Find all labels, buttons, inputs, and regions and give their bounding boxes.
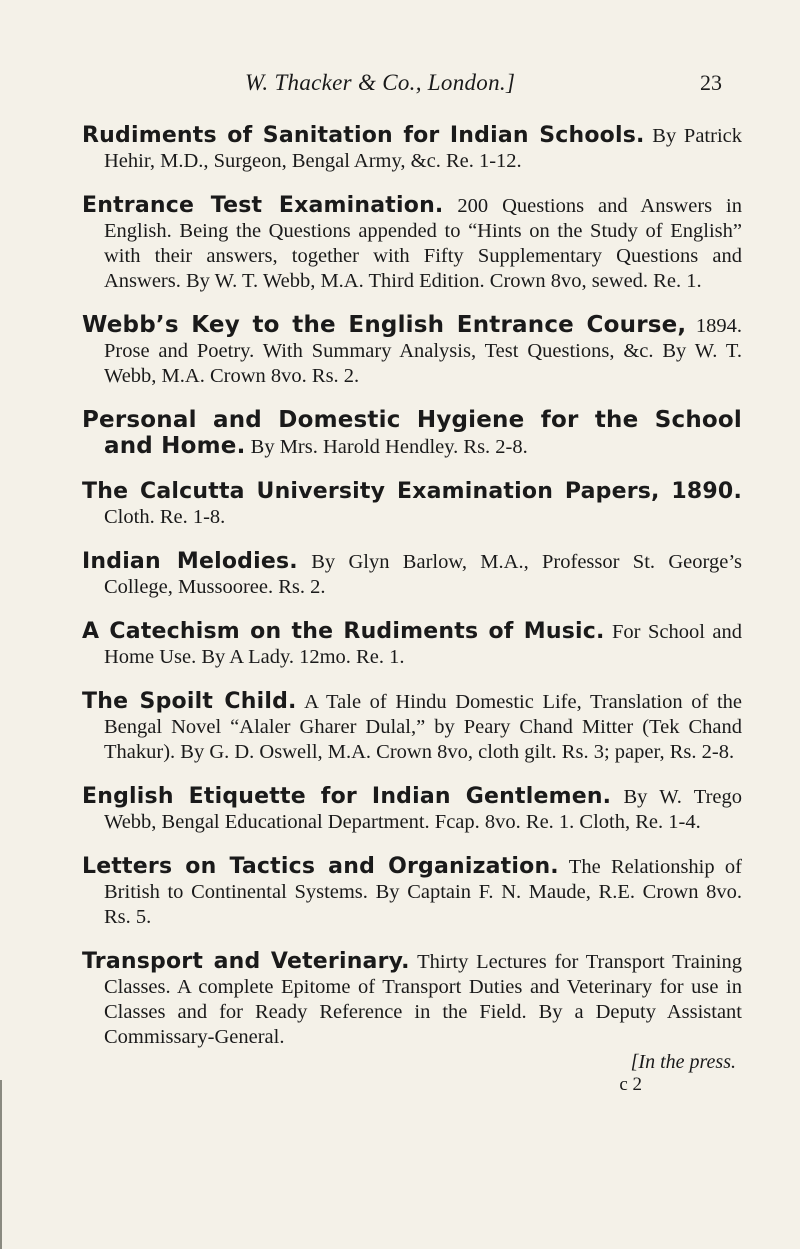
page-edge-line — [0, 1080, 2, 1249]
in-press-note: [In the press. — [630, 1051, 736, 1073]
entry-title: Letters on Tactics and Organization. — [82, 854, 559, 879]
entry-description: For School and Home Use. By A Lady. 12mo. Re. 1. — [104, 621, 742, 668]
catalogue-entry — [82, 193, 742, 294]
entry-title: The Calcutta University Examination Papers, 1890. — [82, 479, 742, 504]
catalogue-entry — [82, 313, 742, 389]
entry-title: The Spoilt Child. — [82, 689, 297, 714]
entry-description: By Mrs. Harold Hendley. Rs. 2-8. — [245, 436, 528, 458]
entry-description: Cloth. Re. 1-8. — [104, 506, 226, 528]
catalogue-entry — [82, 408, 742, 460]
catalogue-entry — [82, 479, 742, 530]
entry-description: The Relationship of British to Continental Systems. By Captain F. N. Maude, R.E. Crown 8vo. Rs. 5. — [104, 856, 742, 928]
page-number: 23 — [700, 70, 722, 95]
entry-description: 1894. Prose and Poetry. With Summary Analysis, Test Questions, &c. By W. T. Webb, M.A. Crown 8vo. Rs. 2. — [104, 315, 743, 387]
entry-description: Thirty Lectures for Transport Training Classes. A complete Epitome of Transport Duties and Veterinary for use in Classes and for Ready Reference in the Field. By a Deputy Assistant Commissary-General. — [104, 951, 742, 1048]
entry-title: Transport and Veterinary. — [82, 949, 410, 974]
entry-title: English Etiquette for Indian Gentlemen. — [82, 784, 612, 809]
catalogue-entry — [82, 949, 742, 1050]
catalogue-entry — [82, 784, 742, 835]
entry-title: Entrance Test Examination. — [82, 193, 444, 218]
catalogue-entry — [82, 619, 742, 670]
catalogue-entry — [82, 689, 742, 765]
entry-description: A Tale of Hindu Domestic Life, Translation of the Bengal Novel “Alaler Gharer Dulal,” by Peary Chand Mitter (Tek Chand Thakur). By G. D. Oswell, M.A. Crown 8vo, cloth gilt. Rs. 3; paper, Rs. 2-8. — [104, 691, 742, 763]
signature-mark: c 2 — [619, 1074, 642, 1095]
catalogue-entries — [82, 123, 742, 1096]
entry-title: Webb’s Key to the English Entrance Course, — [82, 312, 687, 338]
catalogue-entry — [82, 549, 742, 600]
running-header — [0, 70, 800, 104]
entry-title: Rudiments of Sanitation for Indian Schools. — [82, 123, 645, 148]
entry-description: By Patrick Hehir, M.D., Surgeon, Bengal Army, &c. Re. 1-12. — [104, 125, 742, 172]
entry-title: Indian Melodies. — [82, 549, 298, 574]
entry-title: A Catechism on the Rudiments of Music. — [82, 619, 605, 644]
entry-description: 200 Questions and Answers in English. Being the Questions appended to “Hints on the Study of English” with their answers, together with Fifty Supplementary Questions and Answers. By W. T. Webb, M.A. Third Edition. Crown 8vo, sewed. Re. 1. — [104, 195, 742, 292]
entry-title: Personal and Domestic Hygiene for the School and Home. — [82, 407, 742, 459]
running-title: W. Thacker & Co., London.] — [245, 70, 516, 95]
entry-description: By Glyn Barlow, M.A., Professor St. George’s College, Mussooree. Rs. 2. — [104, 551, 743, 598]
entry-description: By W. Trego Webb, Bengal Educational Department. Fcap. 8vo. Re. 1. Cloth, Re. 1-4. — [104, 786, 742, 833]
catalogue-entry — [82, 123, 742, 174]
catalogue-entry — [82, 854, 742, 930]
